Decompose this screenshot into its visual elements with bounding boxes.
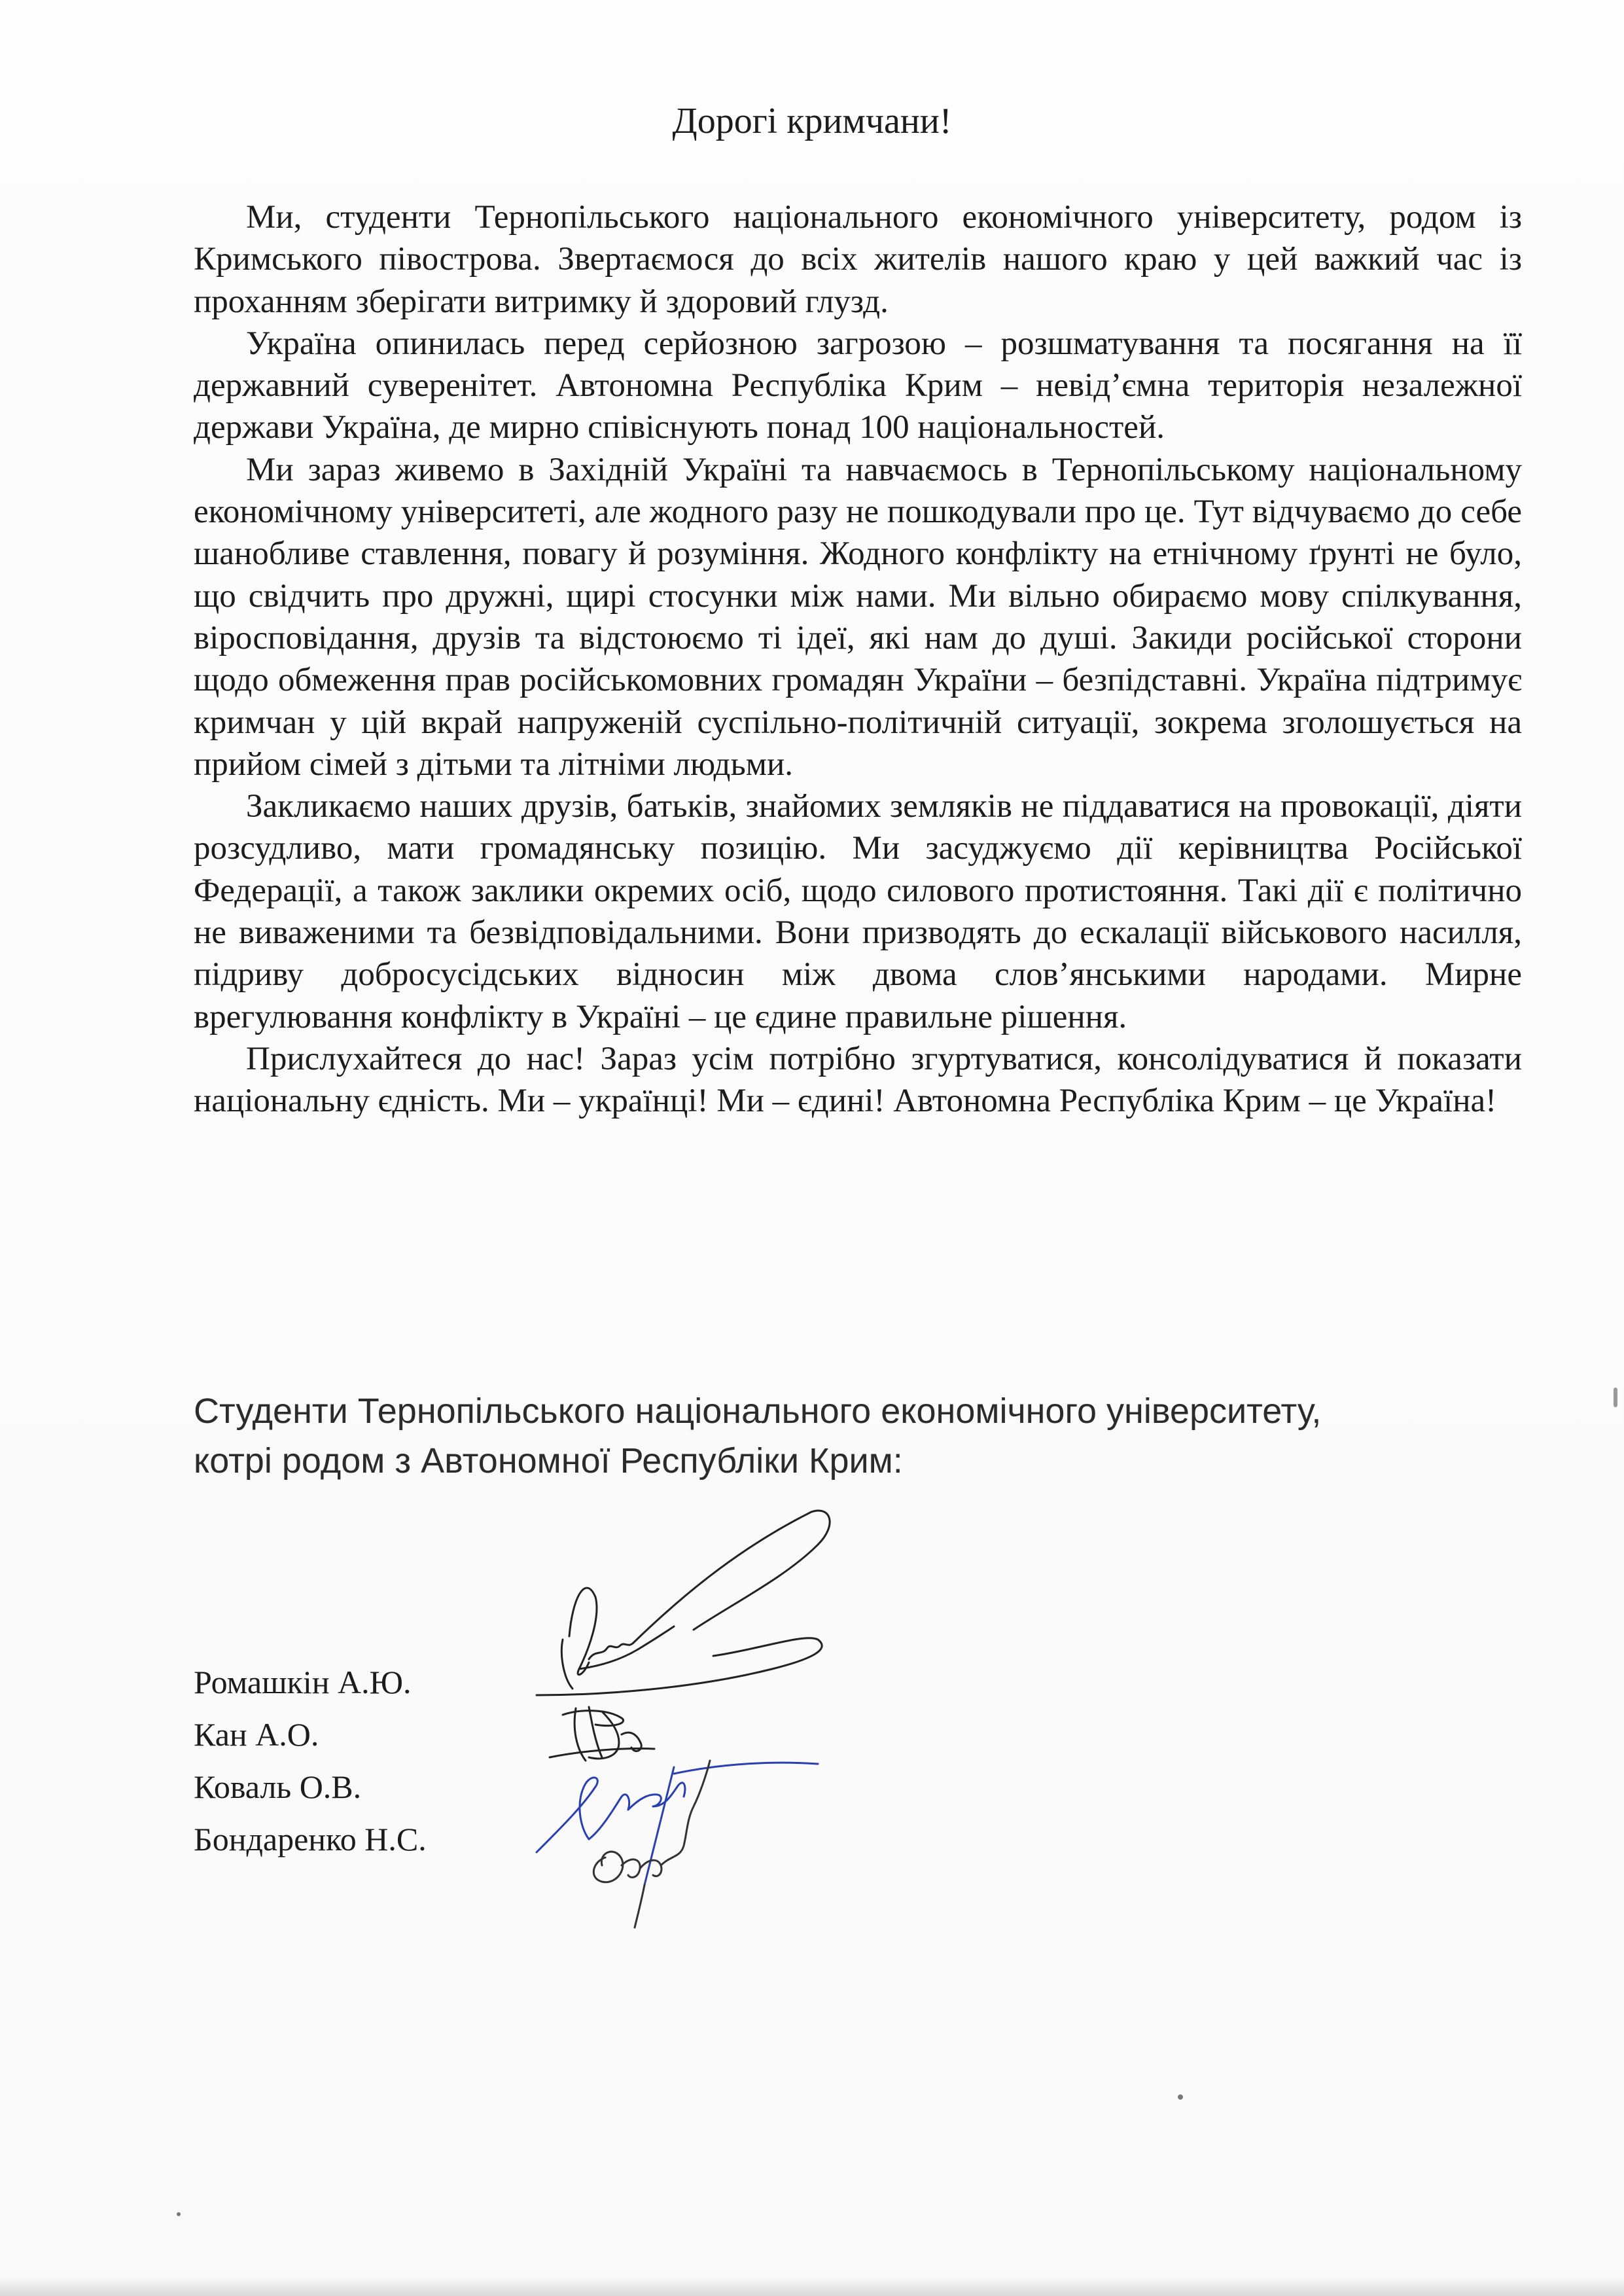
handwritten-signatures [523,1499,890,1931]
scan-speck [177,2212,181,2216]
scan-mark [1614,1388,1617,1407]
signatory-name: Ромашкін А.Ю. [194,1664,412,1700]
scan-bottom-edge [0,2276,1624,2296]
signatory-name: Коваль О.В. [194,1768,362,1805]
paragraph: Закликаємо наших друзів, батьків, знайомих земляків не піддаватися на провокації, діяти розсудливо, мати громадянську позицію. Ми засуджуємо дії керівництва Російської Федерації, а також заклики окремих осіб, щодо силового протистояння. Такі дії є політично не виваженими та безвідповідальними. Вони призводять до ескалації військового насилля, підриву добросусідських відносин між двома слов’янськими народами. Мирне врегулювання конфлікту в Україні – це єдине правильне рішення. [194,788,1522,1035]
paragraph: Прислухайтеся до нас! Зараз усім потрібно згуртуватися, консолідуватися й показати національну єдність. Ми – українці! Ми – єдині! Автономна Республіка Крим – це Україна! [194,1040,1522,1120]
signature-1 [537,1511,830,1695]
paragraph: Ми, студенти Тернопільського національного економічного університету, родом із Кримського півострова. Звертаємося до всіх жителів нашого краю у цей важкий час із проханням зберігати витримку й здоровий глузд. [194,199,1522,320]
closing-line: котрі родом з Автономної Республіки Крим: [194,1441,903,1480]
signature-2 [550,1707,654,1761]
scan-speck [1178,2094,1183,2100]
letter-body [194,196,1522,1122]
signatory-list [194,1656,427,1865]
signature-4 [593,1761,710,1928]
closing-line: Студенти Тернопільського національного економічного університету, [194,1391,1322,1431]
signature-3 [537,1763,818,1885]
signatory-name: Бондаренко Н.С. [194,1821,427,1857]
signatory-name: Кан А.О. [194,1716,319,1753]
closing-statement [194,1386,1542,1486]
paragraph: Україна опинилась перед серйозною загрозою – розшматування та посягання на її державний суверенітет. Автономна Республіка Крим – невід’ємна територія незалежної держави Україна, де мирно співіснують понад 100 національностей. [194,325,1522,446]
paragraph: Ми зараз живемо в Західній Україні та навчаємось в Тернопільському національному економічному університеті, але жодного разу не пошкодували про це. Тут відчуваємо до себе шанобливе ставлення, повагу й розуміння. Жодного конфлікту на етнічному ґрунті не було, що свідчить про дружні, щирі стосунки між нами. Ми вільно обираємо мову спілкування, віросповідання, друзів та відстоюємо ті ідеї, які нам до душі. Закиди російської сторони щодо обмеження прав російськомовних громадян України – безпідставні. Україна підтримує кримчан у цій вкрай напруженій суспільно-політичній ситуації, зокрема зголошується на прийом сімей з дітьми та літніми людьми. [194,451,1522,783]
letter-greeting: Дорогі кримчани! [672,101,952,141]
